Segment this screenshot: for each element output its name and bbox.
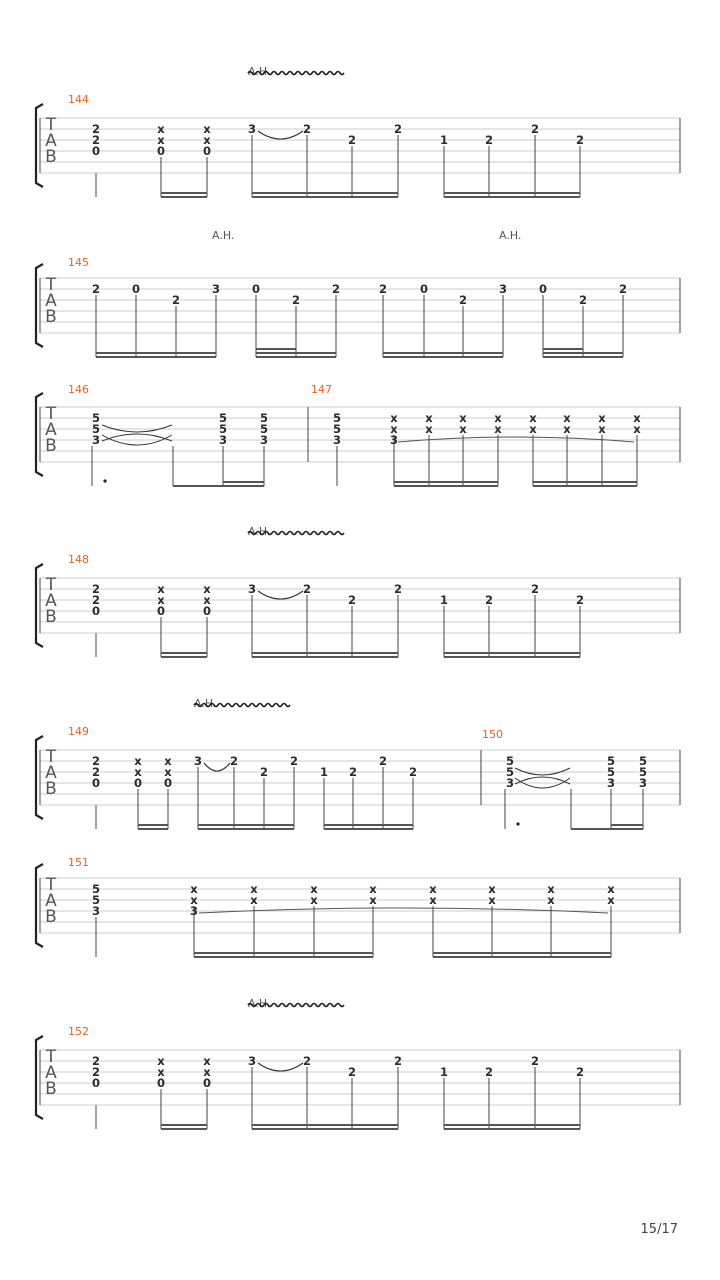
fret-number: 2	[91, 1054, 101, 1068]
fret-number: x	[598, 411, 606, 425]
tie-arc	[258, 591, 303, 599]
tab-clef-letter: B	[45, 147, 57, 167]
fret-number: 2	[348, 765, 358, 779]
measure-number: 145	[68, 256, 89, 269]
fret-number: 3	[389, 433, 399, 447]
fret-number: 5	[218, 422, 228, 436]
fret-number: 2	[229, 754, 239, 768]
fret-number: 0	[156, 144, 166, 158]
dot	[516, 822, 519, 825]
fret-number: x	[203, 1065, 211, 1079]
fret-number: 5	[332, 411, 342, 425]
fret-number: 2	[91, 1065, 101, 1079]
tab-clef-letter: A	[45, 1063, 57, 1083]
fret-number: x	[157, 582, 165, 596]
fret-number: x	[157, 593, 165, 607]
fret-number: 3	[505, 776, 515, 790]
fret-number: x	[429, 893, 437, 907]
fret-number: 2	[91, 122, 101, 136]
tie-arc	[515, 768, 570, 775]
tab-clef-letter: A	[45, 763, 57, 783]
fret-number: 2	[347, 1065, 357, 1079]
fret-number: 2	[530, 122, 540, 136]
fret-number: x	[425, 411, 433, 425]
fret-number: x	[190, 893, 198, 907]
fret-number: 5	[259, 411, 269, 425]
fret-number: 0	[419, 282, 429, 296]
fret-number: 2	[575, 133, 585, 147]
harmonic-label: A.H.	[499, 229, 522, 242]
fret-number: 2	[91, 754, 101, 768]
fret-number: 2	[91, 765, 101, 779]
fret-number: 2	[458, 293, 468, 307]
fret-number: 3	[332, 433, 342, 447]
fret-number: x	[203, 122, 211, 136]
tab-clef-letter: A	[45, 291, 57, 311]
fret-number: 5	[606, 754, 616, 768]
harmonic-label: A.H.	[248, 997, 271, 1010]
fret-number: 2	[171, 293, 181, 307]
fret-number: 3	[247, 582, 257, 596]
tie-arc	[204, 763, 230, 771]
fret-number: 2	[91, 582, 101, 596]
fret-number: 2	[302, 1054, 312, 1068]
fret-number: 3	[259, 433, 269, 447]
fret-number: 2	[291, 293, 301, 307]
tab-clef-letter: B	[45, 436, 57, 456]
fret-number: 0	[156, 604, 166, 618]
tab-clef-letter: A	[45, 420, 57, 440]
measure-number: 150	[482, 728, 503, 741]
fret-number: 2	[91, 593, 101, 607]
fret-number: 2	[393, 122, 403, 136]
fret-number: x	[607, 893, 615, 907]
fret-number: 2	[618, 282, 628, 296]
tab-clef-letter: T	[45, 275, 57, 295]
fret-number: x	[157, 1065, 165, 1079]
fret-number: 3	[218, 433, 228, 447]
fret-number: x	[494, 411, 502, 425]
fret-number: x	[547, 882, 555, 896]
fret-number: 0	[91, 144, 101, 158]
fret-number: 2	[408, 765, 418, 779]
fret-number: 5	[259, 422, 269, 436]
fret-number: x	[459, 411, 467, 425]
fret-number: 0	[133, 776, 143, 790]
fret-number: 2	[331, 282, 341, 296]
measure-number: 144	[68, 93, 89, 106]
tab-clef-letter: A	[45, 131, 57, 151]
fret-number: x	[425, 422, 433, 436]
fret-number: x	[157, 122, 165, 136]
tie-arc	[258, 1063, 303, 1071]
fret-number: x	[157, 133, 165, 147]
fret-number: x	[157, 1054, 165, 1068]
fret-number: x	[488, 882, 496, 896]
fret-number: x	[203, 582, 211, 596]
fret-number: 2	[530, 582, 540, 596]
dot	[103, 479, 106, 482]
fret-number: 0	[251, 282, 261, 296]
fret-number: x	[529, 422, 537, 436]
fret-number: 2	[302, 122, 312, 136]
fret-number: 2	[393, 582, 403, 596]
harmonic-label: A.H.	[212, 229, 235, 242]
fret-number: 0	[163, 776, 173, 790]
tie-arc	[102, 425, 172, 432]
fret-number: 2	[347, 593, 357, 607]
tab-clef-letter: T	[45, 747, 57, 767]
fret-number: 2	[484, 133, 494, 147]
fret-number: 5	[606, 765, 616, 779]
measure-number: 147	[311, 383, 332, 396]
fret-number: 0	[202, 604, 212, 618]
fret-number: x	[203, 133, 211, 147]
tab-clef-letter: B	[45, 607, 57, 627]
measure-number: 146	[68, 383, 89, 396]
fret-number: 3	[211, 282, 221, 296]
fret-number: 3	[189, 904, 199, 918]
tab-clef-letter: B	[45, 779, 57, 799]
fret-number: 2	[378, 282, 388, 296]
tab-clef-letter: T	[45, 875, 57, 895]
measure-number: 148	[68, 553, 89, 566]
harmonic-label: A.H.	[248, 525, 271, 538]
fret-number: x	[310, 893, 318, 907]
fret-number: 2	[578, 293, 588, 307]
tab-clef-letter: A	[45, 591, 57, 611]
fret-number: x	[164, 754, 172, 768]
measure-number: 149	[68, 725, 89, 738]
fret-number: 0	[91, 776, 101, 790]
tab-clef-letter: B	[45, 907, 57, 927]
fret-number: x	[633, 411, 641, 425]
fret-number: 0	[202, 144, 212, 158]
fret-number: 5	[91, 882, 101, 896]
fret-number: x	[369, 893, 377, 907]
fret-number: x	[134, 754, 142, 768]
fret-number: 2	[91, 282, 101, 296]
fret-number: 1	[439, 593, 449, 607]
fret-number: x	[459, 422, 467, 436]
fret-number: x	[250, 893, 258, 907]
fret-number: 2	[378, 754, 388, 768]
fret-number: x	[134, 765, 142, 779]
tab-clef-letter: B	[45, 1079, 57, 1099]
fret-number: 5	[505, 754, 515, 768]
fret-number: 5	[91, 893, 101, 907]
fret-number: 1	[319, 765, 329, 779]
fret-number: 2	[347, 133, 357, 147]
harmonic-label: A.H.	[248, 65, 271, 78]
tab-clef-letter: T	[45, 115, 57, 135]
fret-number: 3	[91, 433, 101, 447]
fret-number: 0	[202, 1076, 212, 1090]
fret-number: 1	[439, 1065, 449, 1079]
fret-number: 0	[91, 604, 101, 618]
fret-number: 0	[91, 1076, 101, 1090]
fret-number: x	[369, 882, 377, 896]
fret-number: 2	[393, 1054, 403, 1068]
tab-clef-letter: B	[45, 307, 57, 327]
fret-number: x	[488, 893, 496, 907]
fret-number: 0	[538, 282, 548, 296]
fret-number: x	[203, 593, 211, 607]
fret-number: 5	[218, 411, 228, 425]
page-number: 15/17	[640, 1222, 678, 1237]
measure-number: 152	[68, 1025, 89, 1038]
fret-number: x	[190, 882, 198, 896]
tab-clef-letter: T	[45, 575, 57, 595]
fret-number: x	[250, 882, 258, 896]
fret-number: 3	[193, 754, 203, 768]
fret-number: 2	[575, 1065, 585, 1079]
fret-number: 2	[259, 765, 269, 779]
fret-number: 3	[247, 1054, 257, 1068]
fret-number: x	[563, 422, 571, 436]
fret-number: 5	[638, 754, 648, 768]
fret-number: 1	[439, 133, 449, 147]
slur-arc	[199, 908, 608, 913]
fret-number: 3	[91, 904, 101, 918]
fret-number: 5	[332, 422, 342, 436]
tie-arc	[258, 131, 303, 139]
fret-number: x	[633, 422, 641, 436]
fret-number: x	[547, 893, 555, 907]
fret-number: 2	[530, 1054, 540, 1068]
harmonic-label: A.H.	[194, 697, 217, 710]
fret-number: 3	[498, 282, 508, 296]
fret-number: 2	[289, 754, 299, 768]
fret-number: 2	[484, 593, 494, 607]
fret-number: x	[390, 422, 398, 436]
fret-number: 5	[638, 765, 648, 779]
fret-number: x	[598, 422, 606, 436]
fret-number: 3	[638, 776, 648, 790]
fret-number: 2	[302, 582, 312, 596]
fret-number: x	[390, 411, 398, 425]
fret-number: x	[310, 882, 318, 896]
fret-number: 5	[505, 765, 515, 779]
fret-number: x	[607, 882, 615, 896]
fret-number: x	[429, 882, 437, 896]
tab-clef-letter: T	[45, 404, 57, 424]
measure-number: 151	[68, 856, 89, 869]
fret-number: 5	[91, 422, 101, 436]
tab-clef-letter: T	[45, 1047, 57, 1067]
fret-number: x	[203, 1054, 211, 1068]
fret-number: 2	[484, 1065, 494, 1079]
fret-number: 2	[575, 593, 585, 607]
fret-number: x	[563, 411, 571, 425]
slur-arc	[398, 437, 634, 442]
fret-number: 5	[91, 411, 101, 425]
fret-number: 0	[131, 282, 141, 296]
fret-number: 3	[606, 776, 616, 790]
tab-clef-letter: A	[45, 891, 57, 911]
fret-number: 0	[156, 1076, 166, 1090]
fret-number: 3	[247, 122, 257, 136]
fret-number: x	[529, 411, 537, 425]
fret-number: x	[164, 765, 172, 779]
fret-number: x	[494, 422, 502, 436]
fret-number: 2	[91, 133, 101, 147]
